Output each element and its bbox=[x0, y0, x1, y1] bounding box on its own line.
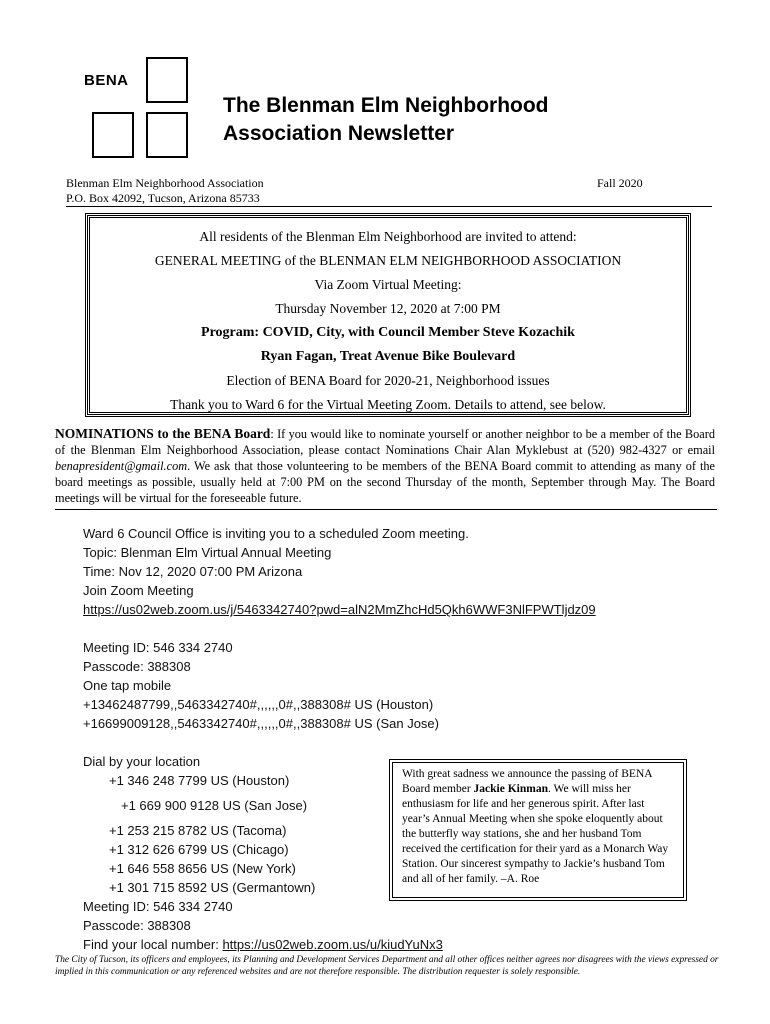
nominations-heading: NOMINATIONS to the BENA Board bbox=[55, 426, 271, 441]
zoom-local-number bbox=[83, 935, 596, 954]
memorial-text: With great sadness we announce the passing of BENA Board member bbox=[402, 768, 652, 795]
org-address: P.O. Box 42092, Tucson, Arizona 85733 bbox=[66, 191, 260, 205]
memorial-name: Jackie Kinman bbox=[473, 783, 548, 795]
nominations-text: : If you would like to nominate yourself or another neighbor to be a member of the Board of the Blenman Elm Neighborhood Association, please contact Nominations Chair Alan Myklebust at (520) 982-4327 or email bbox=[55, 427, 715, 457]
zoom-dial-number: +1 312 626 6799 US (Chicago) bbox=[109, 842, 289, 857]
meeting-line: Via Zoom Virtual Meeting: bbox=[314, 277, 462, 292]
memorial-notice-box bbox=[392, 762, 684, 898]
zoom-invite: Ward 6 Council Office is inviting you to a scheduled Zoom meeting. bbox=[83, 526, 469, 541]
zoom-dial-number: +1 346 248 7799 US (Houston) bbox=[109, 773, 290, 788]
meeting-line: Thank you to Ward 6 for the Virtual Meeting Zoom. Details to attend, see below. bbox=[170, 397, 606, 412]
spacer bbox=[83, 619, 596, 638]
meeting-program-speaker: Ryan Fagan, Treat Avenue Bike Boulevard bbox=[260, 349, 516, 364]
meeting-announcement-text bbox=[87, 225, 689, 417]
zoom-join-link[interactable]: https://us02web.zoom.us/j/5463342740?pwd=alN2MmZhcHd5Qkh6WWF3NlFPWTljdz09 bbox=[83, 602, 596, 617]
issue-season: Fall 2020 bbox=[597, 176, 643, 190]
zoom-one-tap-number: +13462487799,,5463342740#,,,,,,0#,,388308# US (Houston) bbox=[83, 697, 434, 712]
meeting-line: Election of BENA Board for 2020-21, Neighborhood issues bbox=[226, 373, 550, 388]
zoom-dial-number: +1 301 715 8592 US (Germantown) bbox=[109, 880, 316, 895]
spacer bbox=[83, 733, 596, 752]
nominations-divider bbox=[55, 509, 717, 510]
newsletter-title bbox=[223, 92, 643, 148]
zoom-dial-number: +1 253 215 8782 US (Tacoma) bbox=[109, 823, 287, 838]
zoom-passcode: Passcode: 388308 bbox=[83, 659, 191, 674]
meeting-program: Program: COVID, City, with Council Member Steve Kozachik bbox=[201, 325, 575, 340]
zoom-join-label: Join Zoom Meeting bbox=[83, 583, 194, 598]
disclaimer-footer: The City of Tucson, its officers and employees, its Planning and Development Services Department and all other offices neither agrees nor disagrees with the views expressed or implied in this communication or any referenced websites and are not therefore responsible. The distribution requester is solely responsible. bbox=[55, 955, 719, 977]
zoom-time: Time: Nov 12, 2020 07:00 PM Arizona bbox=[83, 564, 303, 579]
zoom-one-tap-label: One tap mobile bbox=[83, 678, 172, 693]
header-divider bbox=[66, 206, 712, 207]
title-line-2: Association Newsletter bbox=[223, 122, 455, 145]
nominations-email[interactable]: benapresident@gmail.com bbox=[55, 459, 188, 473]
zoom-meeting-id: Meeting ID: 546 334 2740 bbox=[83, 899, 233, 914]
title-line-1: The Blenman Elm Neighborhood bbox=[223, 94, 549, 117]
zoom-passcode: Passcode: 388308 bbox=[83, 918, 191, 933]
meeting-line: All residents of the Blenman Elm Neighborhood are invited to attend: bbox=[199, 229, 577, 244]
zoom-dial-label: Dial by your location bbox=[83, 754, 201, 769]
org-address-block bbox=[66, 176, 264, 206]
zoom-meeting-id: Meeting ID: 546 334 2740 bbox=[83, 640, 233, 655]
zoom-one-tap-number: +16699009128,,5463342740#,,,,,,0#,,388308# US (San Jose) bbox=[83, 716, 439, 731]
memorial-text: . We will miss her enthusiasm for life and her generous spirit. After last year’s Annual Meeting when she spoke eloquently about the butterfly way stations, she and her husband Tom received the certification for their yard as a Monarch Way Station. Our sincerest sympathy to Jackie’s husband Tom and all of her family. –A. Roe bbox=[402, 783, 669, 885]
zoom-local-label: Find your local number: bbox=[83, 937, 223, 952]
nominations-paragraph bbox=[55, 426, 715, 506]
meeting-line: GENERAL MEETING of the BLENMAN ELM NEIGHBORHOOD ASSOCIATION bbox=[154, 253, 622, 268]
zoom-dial-number: +1 646 558 8656 US (New York) bbox=[109, 861, 296, 876]
logo-text: BENA bbox=[84, 72, 129, 89]
zoom-local-link[interactable]: https://us02web.zoom.us/u/kiudYuNx3 bbox=[222, 937, 443, 952]
logo-square-top-right bbox=[146, 57, 188, 103]
logo-square-bottom-right bbox=[146, 112, 188, 158]
nominations-text: . We ask that those volunteering to be members of the BENA Board commit to attending as many of the board meetings as possible, usually held at 7:00 PM on the second Thursday of the month, September through May. The Board meetings will be virtual for the foreseeable future. bbox=[55, 459, 715, 505]
zoom-dial-number: +1 669 900 9128 US (San Jose) bbox=[121, 798, 308, 813]
meeting-line: Thursday November 12, 2020 at 7:00 PM bbox=[275, 301, 501, 316]
org-name: Blenman Elm Neighborhood Association bbox=[66, 176, 264, 190]
logo-square-bottom-left bbox=[92, 112, 134, 158]
zoom-topic: Topic: Blenman Elm Virtual Annual Meeting bbox=[83, 545, 332, 560]
